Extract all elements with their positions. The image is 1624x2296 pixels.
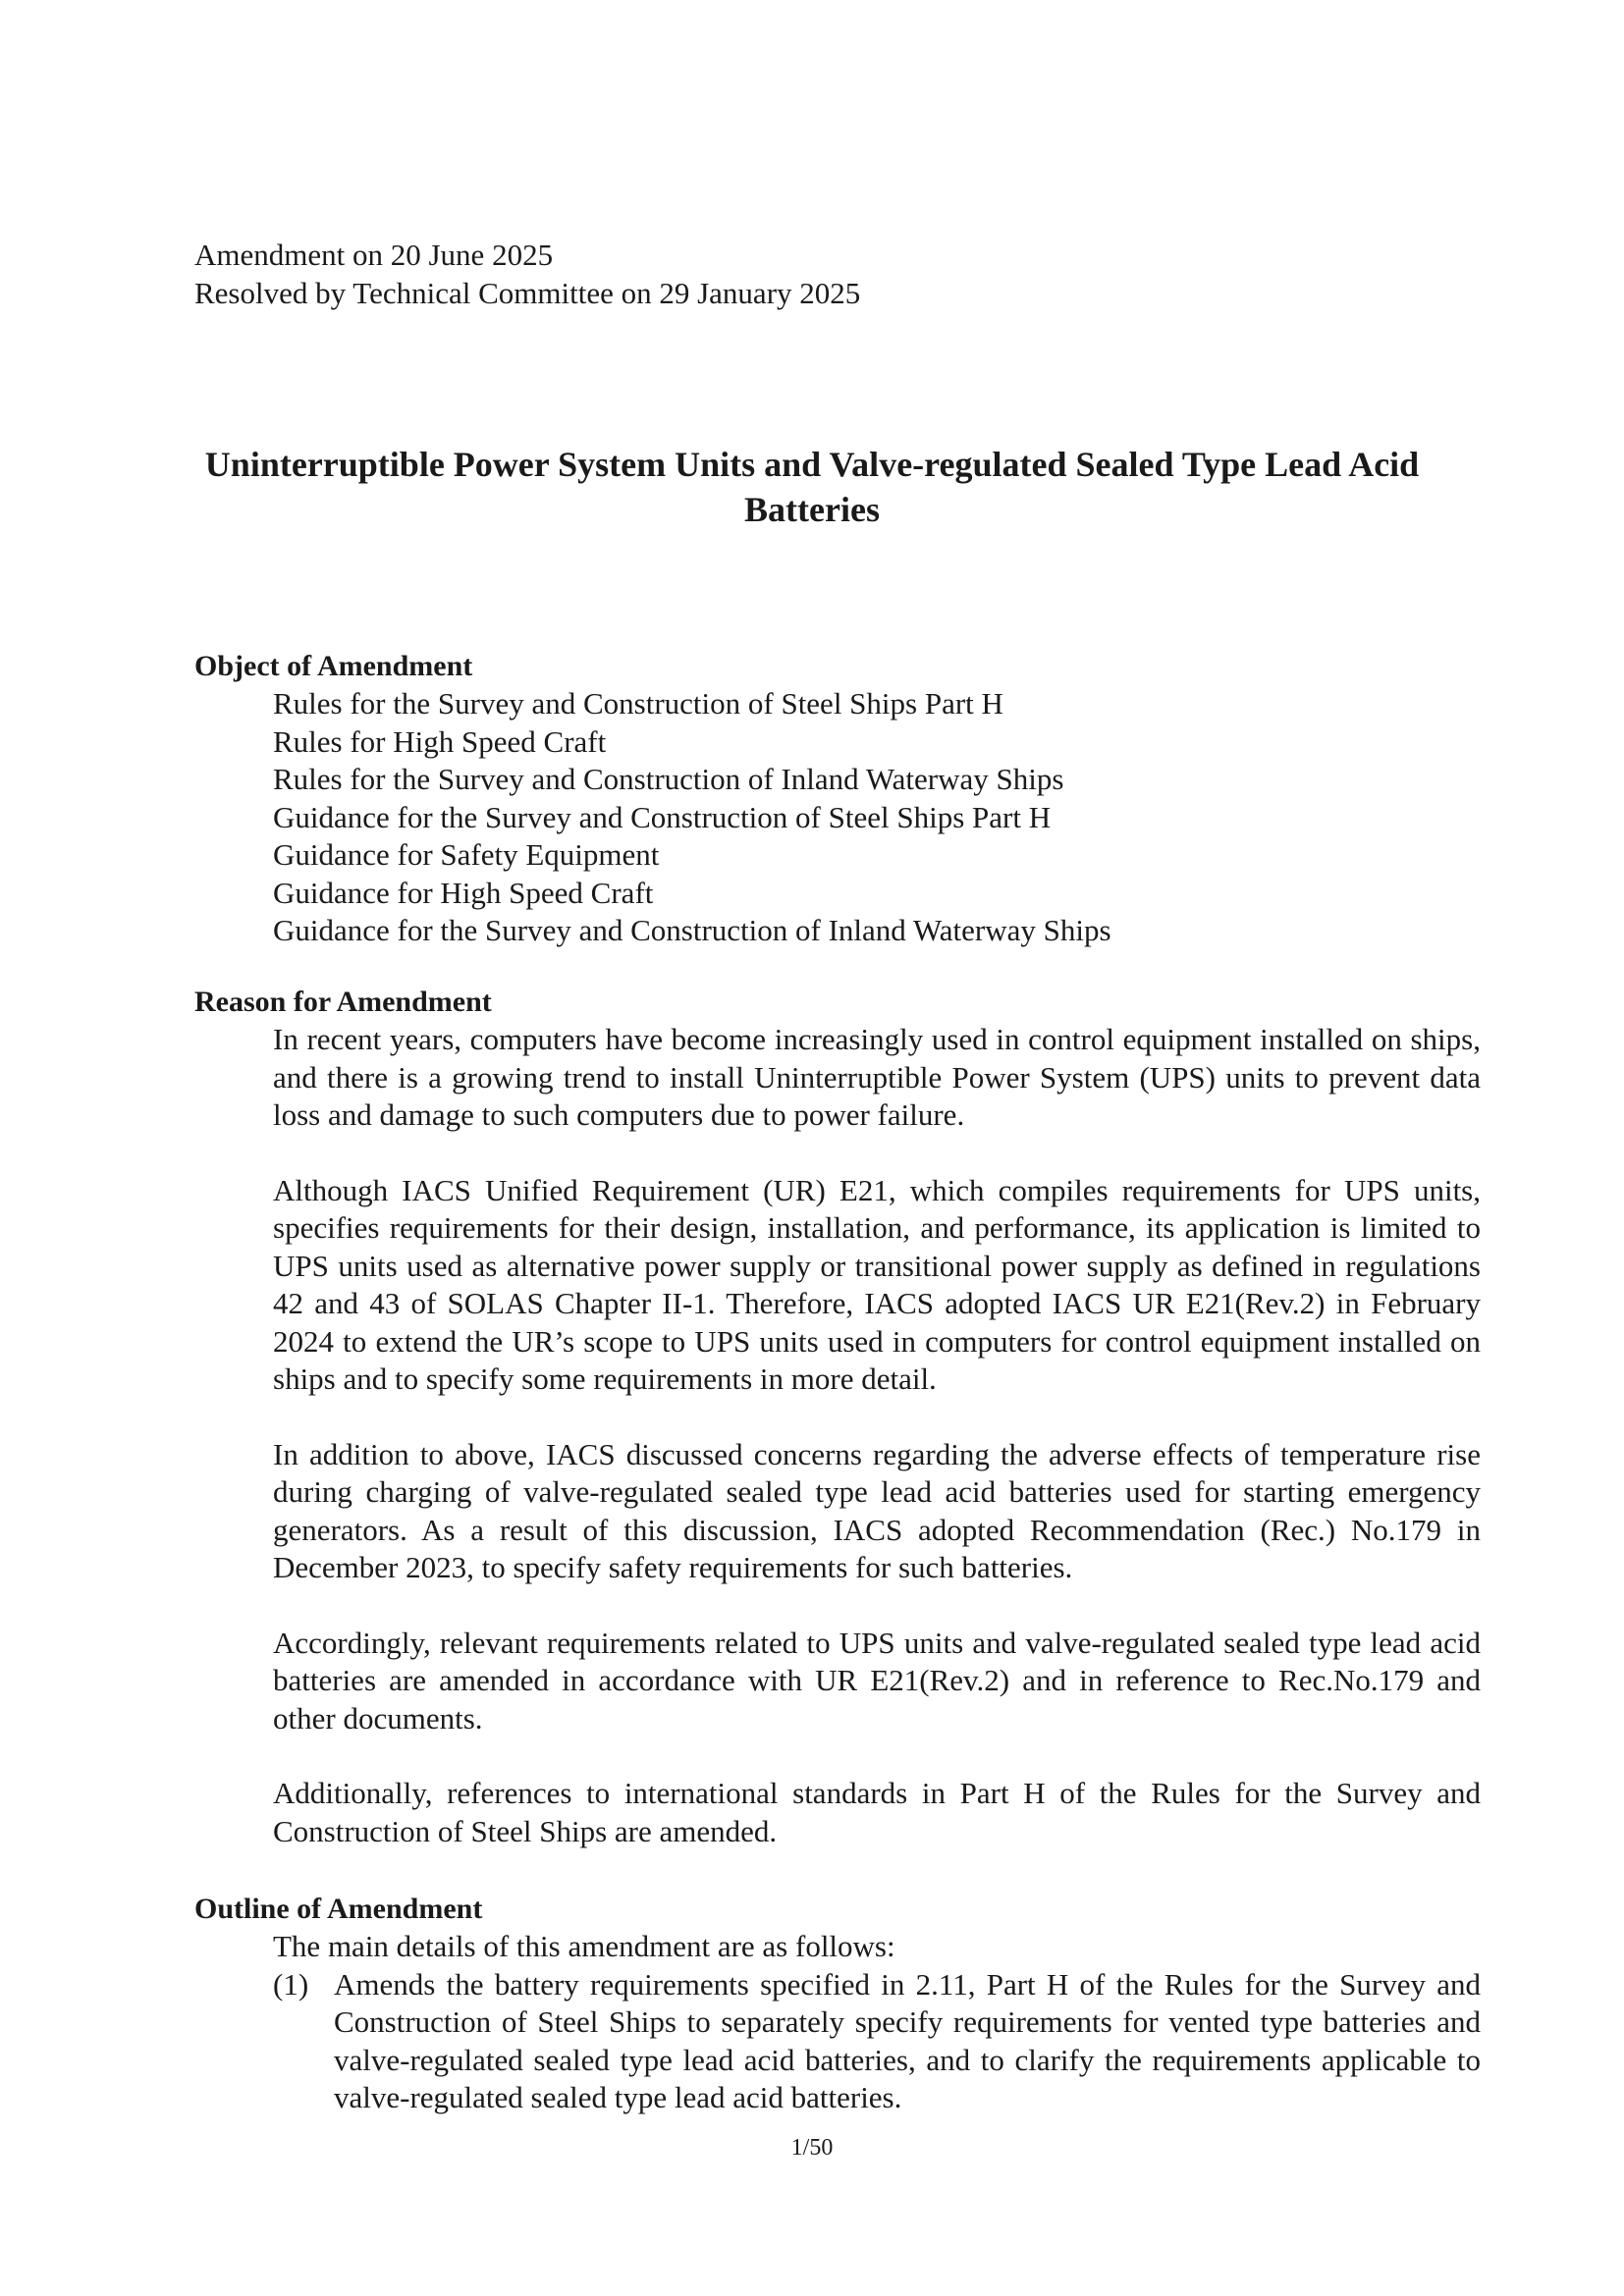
object-item: Guidance for High Speed Craft [273,875,654,910]
reason-paragraph: Additionally, references to international standards in Part H of the Rules for the Survey and Construction of Steel Ships are amended. [273,1776,1481,1848]
reason-paragraph: In recent years, computers have become increasingly used in control equipment installed on ships, and there is a growing trend to install Uninterruptible Power System (UPS) units to prevent data loss and damage to such computers due to power failure. [273,1022,1481,1132]
object-section [194,648,1481,950]
object-item: Rules for the Survey and Construction of Inland Waterway Ships [273,762,1064,796]
title-line-1: Uninterruptible Power System Units and Valve-regulated Sealed Type Lead Acid [204,445,1420,484]
object-item: Rules for High Speed Craft [273,723,607,759]
object-list [273,685,1481,950]
object-heading: Object of Amendment [194,650,473,682]
amendment-date: Amendment on 20 June 2025 [194,238,554,272]
title-line-2: Batteries [744,490,880,529]
reason-heading: Reason for Amendment [194,986,492,1018]
outline-section [194,1891,1481,2117]
resolution-date: Resolved by Technical Committee on 29 January 2025 [194,276,861,310]
document-title [137,442,1487,532]
object-item: Guidance for Safety Equipment [273,837,660,872]
outline-intro: The main details of this amendment are as follows: [273,1929,895,1963]
reason-section [194,984,1481,1850]
outline-body [273,1928,1481,2117]
outline-item-number: (1) [273,1966,309,2002]
object-item: Guidance for the Survey and Construction of Steel Ships Part H [273,799,1052,834]
amendment-header [194,236,860,312]
reason-paragraph: Although IACS Unified Requirement (UR) E21, which compiles requirements for UPS units, specifies requirements for their design, installation, and performance, its application is limited to UPS units used as alternative power supply or transitional power supply as defined in regulations 42 and 43 of SOLAS Chapter II-1. Therefore, IACS adopted IACS UR E21(Rev.2) in February 2024 to extend the UR’s scope to UPS units used in computers for control equipment installed on ships and to specify some requirements in more detail. [273,1172,1481,1396]
outline-item [273,1966,1481,2117]
object-item: Guidance for the Survey and Construction of Inland Waterway Ships [273,913,1111,947]
reason-paragraph: Accordingly, relevant requirements related to UPS units and valve-regulated sealed type lead acid batteries are amended in accordance with UR E21(Rev.2) and in reference to Rec.No.179 and other documents. [273,1625,1481,1735]
reason-paragraph: In addition to above, IACS discussed concerns regarding the adverse effects of temperature rise during charging of valve-regulated sealed type lead acid batteries used for starting emergency generators. As a result of this discussion, IACS adopted Recommendation (Rec.) No.179 in December 2023, to specify safety requirements for such batteries. [273,1436,1481,1584]
object-item: Rules for the Survey and Construction of Steel Ships Part H [273,686,1003,721]
outline-item-text: Amends the battery requirements specified in 2.11, Part H of the Rules for the Survey and Construction of Steel Ships to separately specify requirements for vented type batteries and valve-regulated sealed type lead acid batteries, and to clarify the requirements applicable to valve-regulated sealed type lead acid batteries. [334,1966,1481,2114]
page-number: 1/50 [790,2135,834,2161]
outline-heading: Outline of Amendment [194,1893,483,1925]
reason-body [273,1021,1481,1850]
